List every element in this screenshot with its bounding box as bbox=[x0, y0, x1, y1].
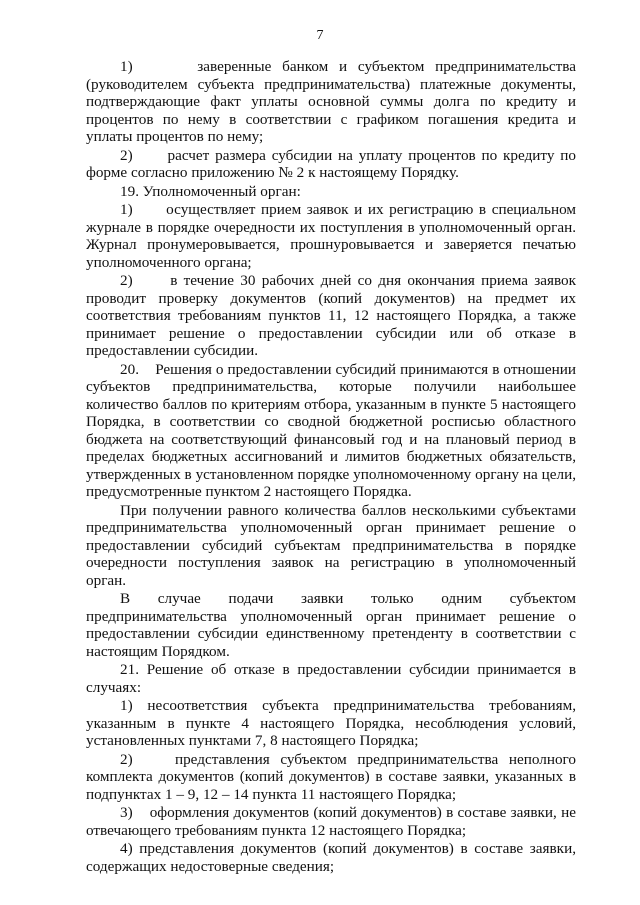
paragraph-item-21-2: 2) представления субъектом предпринимательства неполного комплекта документов (копий документов) в составе заявки, указанных в подпунктах 1 – 9, 12 – 14 пункта 11 настоящего Порядка; bbox=[86, 750, 576, 803]
paragraph-item-18-1: 1) заверенные банком и субъектом предпринимательства (руководителем субъекта предпринимательства) платежные документы, подтверждающие факт уплаты основной суммы долга по кредиту и процентов по нему в соответствии с графиком погашения кредита и уплаты процентов по нему; bbox=[86, 58, 576, 145]
paragraph-clause-21: 21. Решение об отказе в предоставлении субсидии принимается в случаях: bbox=[86, 661, 576, 696]
paragraph-item-21-3: 3) оформления документов (копий документов) в составе заявки, не отвечающего требованиям пункта 12 настоящего Порядка; bbox=[86, 804, 576, 839]
paragraph-item-21-1: 1) несоответствия субъекта предпринимательства требованиям, указанным в пункте 4 настоящего Порядка, несоблюдения условий, установленных пунктами 7, 8 настоящего Порядка; bbox=[86, 697, 576, 749]
paragraph-item-19-2: 2) в течение 30 рабочих дней со дня окончания приема заявок проводит проверку документов (копий документов) на предмет их соответствия требованиям пунктов 11, 12 настоящего Порядка, а также принимает решение о предоставлении субсидии или об отказе в предоставлении субсидии. bbox=[86, 272, 576, 359]
page-number: 7 bbox=[316, 28, 324, 43]
paragraph-item-19-1: 1) осуществляет прием заявок и их регистрацию в специальном журнале в порядке очередности их поступления в уполномоченный орган. Журнал пронумеровывается, прошнуровывается и заверяется печатью уполномоченного органа; bbox=[86, 201, 576, 271]
paragraph-clause-20-equal-points: При получении равного количества баллов несколькими субъектами предпринимательства уполномоченный орган принимает решение о предоставлении субсидий субъектам предпринимательства в порядке очередности поступления заявок на регистрацию в уполномоченный орган. bbox=[86, 501, 576, 589]
paragraph-item-18-2: 2) расчет размера субсидии на уплату процентов по кредиту по форме согласно приложению № 2 к настоящему Порядку. bbox=[86, 146, 576, 181]
paragraph-item-21-4: 4) представления документов (копий документов) в составе заявки, содержащих недостоверные сведения; bbox=[86, 840, 576, 875]
paragraph-clause-20: 20. Решения о предоставлении субсидий принимаются в отношении субъектов предпринимательства, которые получили наибольшее количество баллов по критериям отбора, указанным в пункте 5 настоящего Порядка, в соответствии со сводной бюджетной росписью областного бюджета на соответствующий финансовый год и на плановый период в пределах бюджетных ассигнований и лимитов бюджетных обязательств, утвержденных в установленном порядке уполномоченному органу на цели, предусмотренные пунктом 2 настоящего Порядка. bbox=[86, 360, 576, 500]
paragraph-clause-20-single-applicant: В случае подачи заявки только одним субъектом предпринимательства уполномоченный орган принимает решение о предоставлении субсидии единственному претенденту в соответствии с настоящим Порядком. bbox=[86, 590, 576, 660]
document-body bbox=[86, 58, 576, 876]
paragraph-clause-19: 19. Уполномоченный орган: bbox=[120, 182, 301, 200]
